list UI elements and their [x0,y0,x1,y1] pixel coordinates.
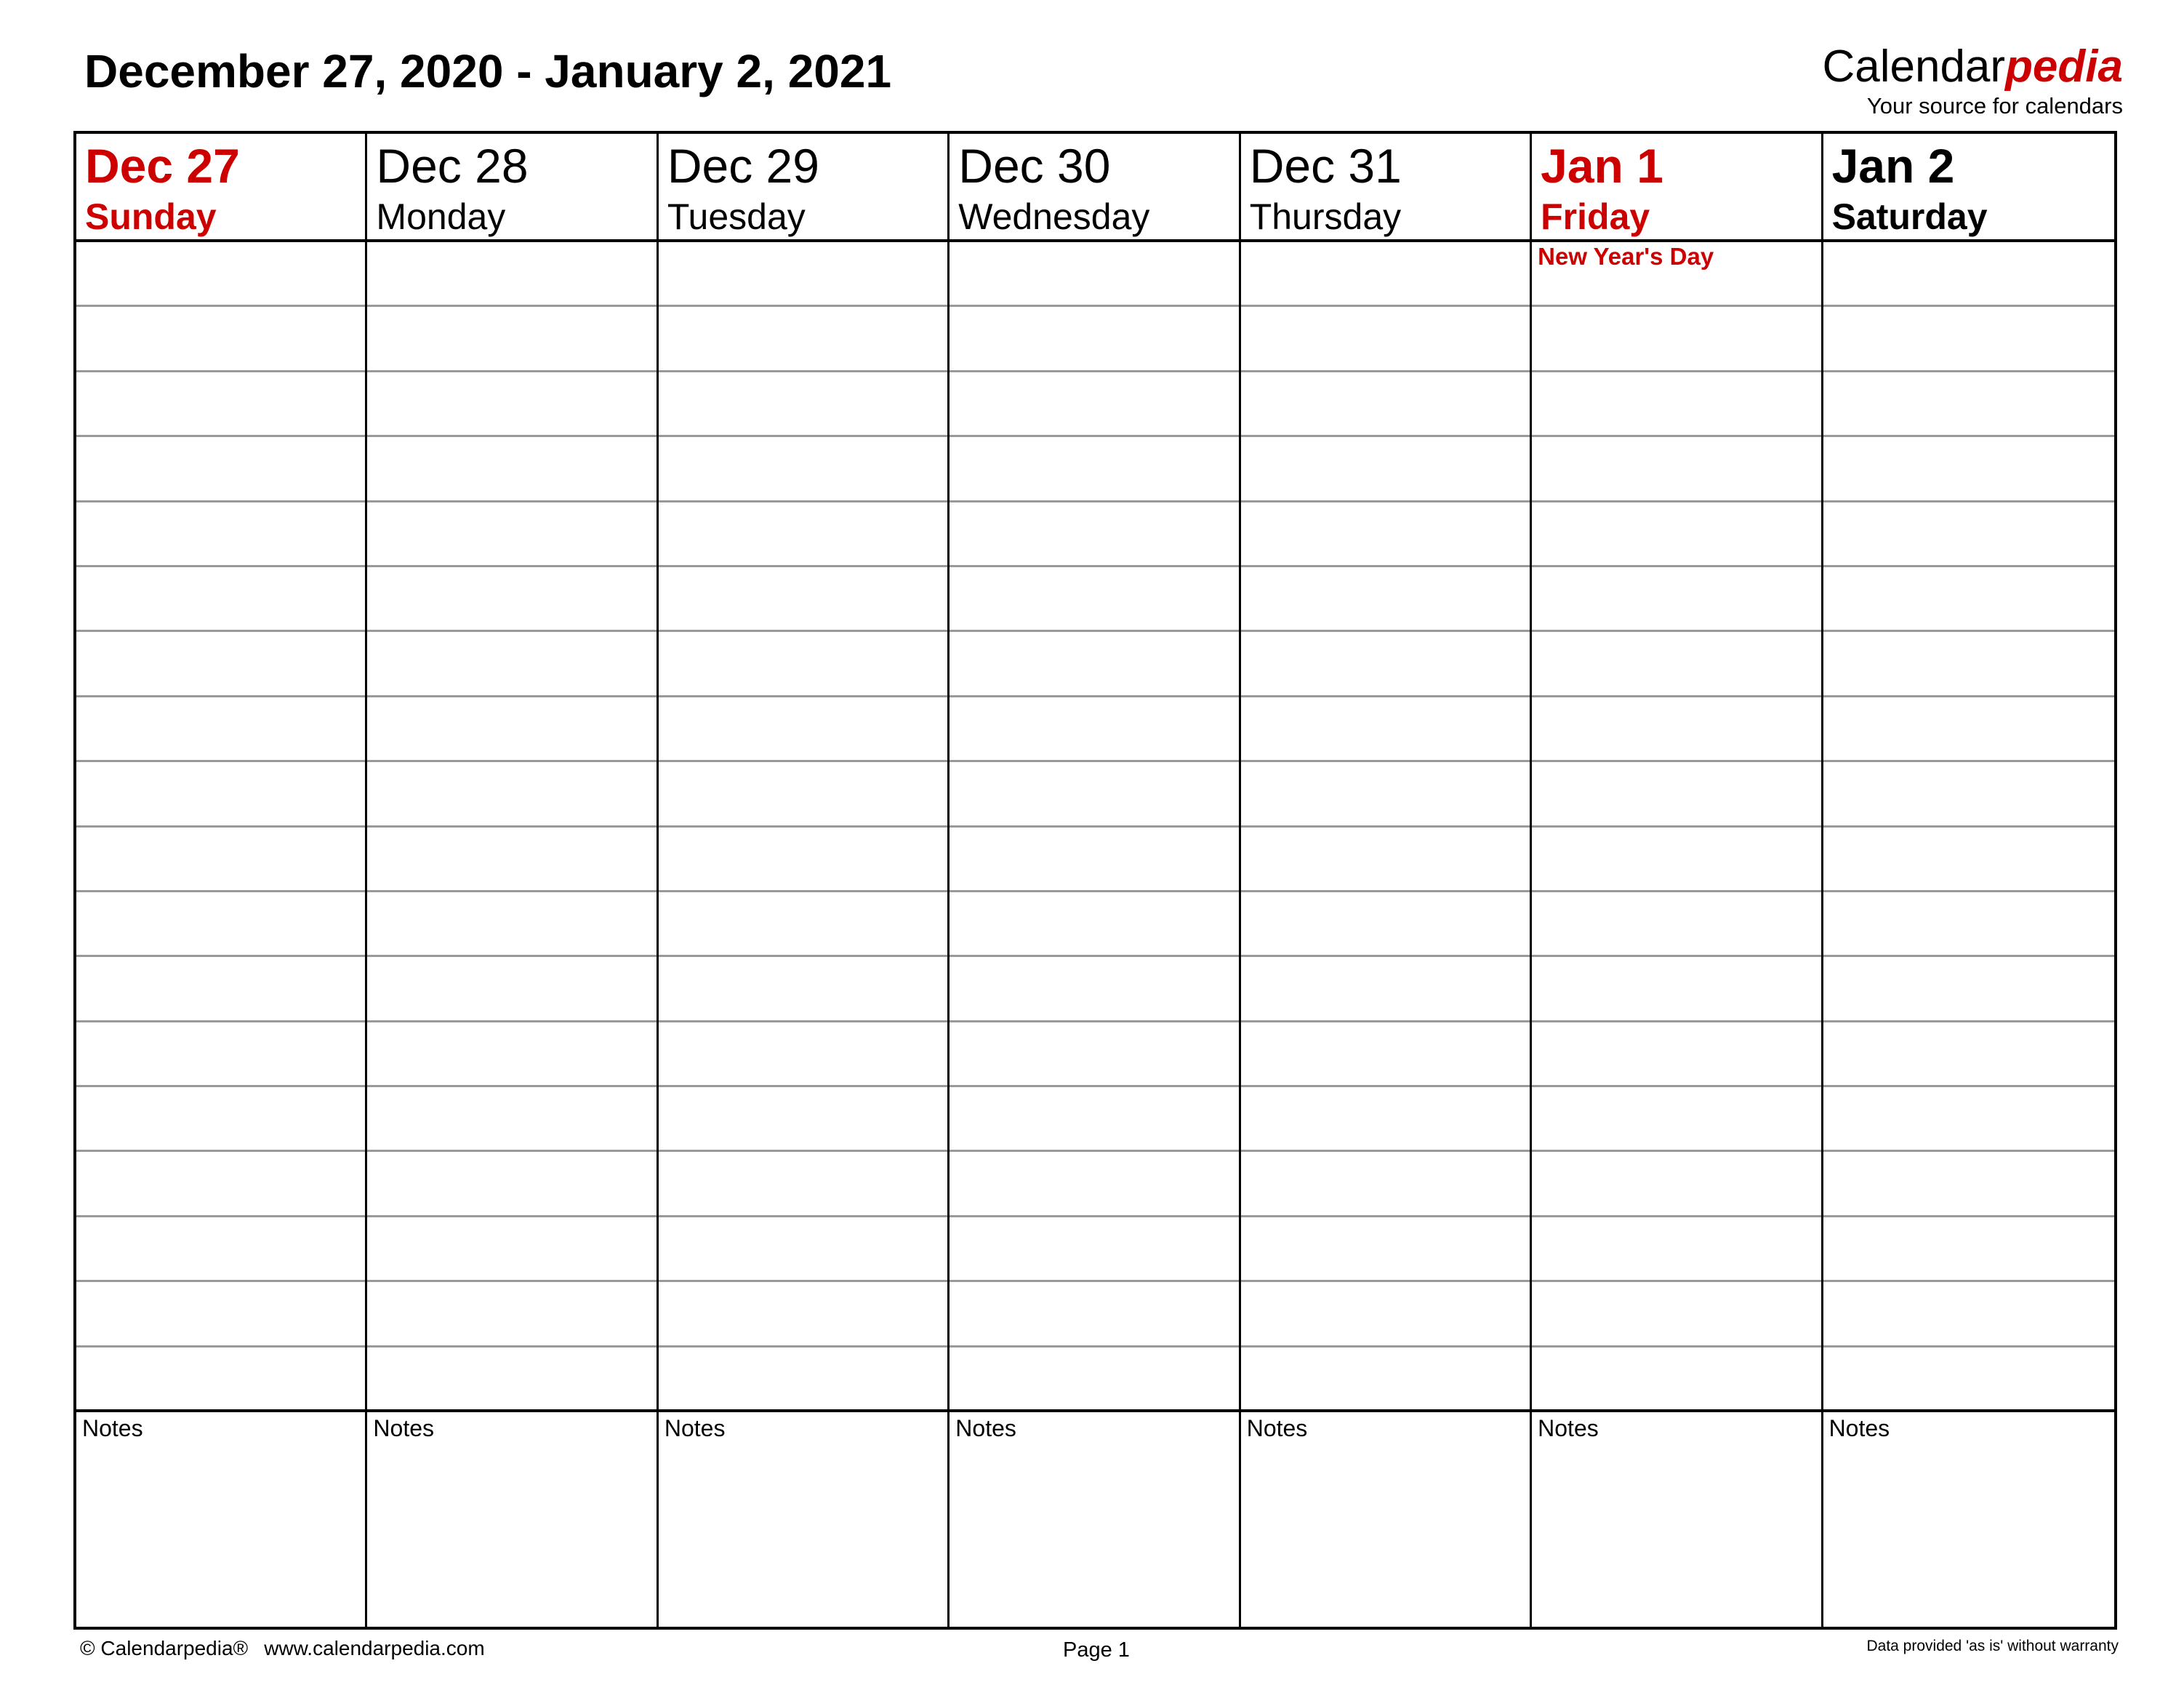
time-slot[interactable] [1532,957,1820,1022]
time-slot[interactable] [367,957,656,1022]
time-slot[interactable] [1241,307,1530,372]
time-slot[interactable] [950,1152,1238,1217]
day-header [367,134,656,242]
time-slot[interactable] [1823,1152,2114,1217]
holiday-label: New Year's Day [1538,243,1714,270]
time-slot[interactable] [367,1217,656,1282]
time-slot[interactable] [950,957,1238,1022]
time-slot[interactable] [1241,242,1530,307]
day-column-wednesday [950,134,1240,1627]
time-slots [76,242,365,1412]
day-weekday: Sunday [85,196,217,237]
brand-tagline: Your source for calendars [1866,93,2123,119]
time-slot[interactable] [1532,242,1820,307]
notes-area[interactable] [367,1412,656,1627]
time-slot[interactable] [659,372,947,437]
time-slot[interactable] [950,1217,1238,1282]
day-date: Jan 1 [1541,139,1663,193]
time-slot[interactable] [76,242,365,307]
day-header [76,134,365,242]
time-slot[interactable] [1532,1087,1820,1152]
time-slot[interactable] [1241,1217,1530,1282]
notes-area[interactable] [1532,1412,1820,1627]
brand-logo-block [1822,41,2123,119]
time-slot[interactable] [367,372,656,437]
time-slot[interactable] [1532,502,1820,567]
footer-credits [80,1635,485,1662]
day-column-tuesday [659,134,950,1627]
notes-label: Notes [1246,1415,1308,1442]
time-slot[interactable] [76,957,365,1022]
time-slot[interactable] [76,892,365,957]
time-slot[interactable] [950,1087,1238,1152]
time-slot[interactable] [76,1347,365,1412]
time-slot[interactable] [1823,892,2114,957]
time-slot[interactable] [367,1347,656,1412]
day-column-thursday [1241,134,1532,1627]
time-slot[interactable] [1532,372,1820,437]
time-slot[interactable] [1823,828,2114,892]
time-slot[interactable] [659,828,947,892]
footer-disclaimer: Data provided 'as is' without warranty [1866,1638,2119,1654]
time-slot[interactable] [1532,307,1820,372]
time-slot[interactable] [1823,1022,2114,1087]
time-slot[interactable] [950,502,1238,567]
time-slot[interactable] [659,1282,947,1347]
time-slots [1532,242,1820,1412]
notes-label: Notes [1538,1415,1599,1442]
time-slot[interactable] [950,632,1238,697]
day-column-monday [367,134,658,1627]
time-slot[interactable] [76,828,365,892]
time-slot[interactable] [367,632,656,697]
time-slot[interactable] [1823,437,2114,502]
time-slot[interactable] [76,1152,365,1217]
brand-name-plain: Calendar [1822,41,2006,92]
time-slot[interactable] [950,828,1238,892]
time-slot[interactable] [1241,697,1530,762]
footer-website-link[interactable]: www.calendarpedia.com [264,1637,485,1659]
time-slot[interactable] [659,1022,947,1087]
time-slot[interactable] [367,567,656,632]
time-slots [950,242,1238,1412]
time-slot[interactable] [950,762,1238,827]
time-slot[interactable] [659,1152,947,1217]
time-slot[interactable] [950,1022,1238,1087]
notes-area[interactable] [1823,1412,2114,1627]
time-slot[interactable] [950,697,1238,762]
week-calendar-grid [73,131,2117,1630]
time-slot[interactable] [76,502,365,567]
day-column-friday [1532,134,1823,1627]
time-slot[interactable] [76,762,365,827]
notes-area[interactable] [659,1412,947,1627]
time-slot[interactable] [659,437,947,502]
time-slot[interactable] [1823,1087,2114,1152]
footer-page-number: Page 1 [1063,1638,1130,1662]
time-slot[interactable] [1241,437,1530,502]
day-date: Dec 31 [1249,139,1402,193]
day-date: Dec 30 [958,139,1111,193]
time-slots [1241,242,1530,1412]
day-weekday: Tuesday [667,196,806,237]
time-slot[interactable] [76,1022,365,1087]
notes-label: Notes [82,1415,143,1442]
notes-area[interactable] [76,1412,365,1627]
time-slot[interactable] [1241,762,1530,827]
day-header [659,134,947,242]
day-date: Dec 28 [376,139,529,193]
notes-label: Notes [955,1415,1016,1442]
time-slot[interactable] [1823,307,2114,372]
time-slots [1823,242,2114,1412]
day-weekday: Monday [376,196,506,237]
time-slot[interactable] [76,697,365,762]
day-column-sunday [76,134,367,1627]
time-slot[interactable] [1823,1282,2114,1347]
time-slot[interactable] [1532,1152,1820,1217]
day-weekday: Saturday [1831,196,1988,237]
time-slots [367,242,656,1412]
time-slot[interactable] [1532,1022,1820,1087]
time-slot[interactable] [950,1282,1238,1347]
time-slot[interactable] [659,697,947,762]
time-slot[interactable] [367,697,656,762]
time-slot[interactable] [659,1217,947,1282]
time-slot[interactable] [1241,372,1530,437]
time-slot[interactable] [659,632,947,697]
time-slot[interactable] [950,242,1238,307]
notes-label: Notes [664,1415,726,1442]
time-slot[interactable] [950,892,1238,957]
time-slot[interactable] [950,567,1238,632]
time-slot[interactable] [1823,242,2114,307]
time-slot[interactable] [1823,502,2114,567]
day-header [1241,134,1530,242]
day-weekday: Friday [1541,196,1650,237]
time-slot[interactable] [1532,697,1820,762]
day-column-saturday [1823,134,2114,1627]
time-slot[interactable] [1241,1347,1530,1412]
time-slot[interactable] [1823,372,2114,437]
time-slot[interactable] [1241,1022,1530,1087]
notes-area[interactable] [950,1412,1238,1627]
time-slot[interactable] [1823,697,2114,762]
time-slot[interactable] [1532,762,1820,827]
time-slot[interactable] [1241,1087,1530,1152]
time-slot[interactable] [1532,828,1820,892]
time-slot[interactable] [367,242,656,307]
page-title: December 27, 2020 - January 2, 2021 [84,45,892,97]
time-slot[interactable] [76,1282,365,1347]
time-slot[interactable] [367,1022,656,1087]
time-slot[interactable] [367,892,656,957]
brand-name-accent: pedia [2005,41,2123,92]
time-slot[interactable] [76,1087,365,1152]
time-slot[interactable] [950,437,1238,502]
time-slot[interactable] [76,372,365,437]
time-slot[interactable] [1823,1347,2114,1412]
time-slot[interactable] [1241,957,1530,1022]
day-date: Jan 2 [1831,139,1955,193]
time-slot[interactable] [1823,762,2114,827]
time-slot[interactable] [367,1282,656,1347]
notes-area[interactable] [1241,1412,1530,1627]
time-slot[interactable] [76,437,365,502]
time-slot[interactable] [950,1347,1238,1412]
day-header [1532,134,1820,242]
time-slot[interactable] [367,307,656,372]
time-slot[interactable] [76,1217,365,1282]
time-slot[interactable] [950,372,1238,437]
time-slot[interactable] [950,307,1238,372]
time-slot[interactable] [659,307,947,372]
time-slot[interactable] [1532,437,1820,502]
time-slot[interactable] [659,762,947,827]
time-slot[interactable] [1823,567,2114,632]
time-slot[interactable] [367,502,656,567]
time-slot[interactable] [1241,892,1530,957]
time-slot[interactable] [367,828,656,892]
brand-logo [1822,41,2123,93]
time-slot[interactable] [367,1152,656,1217]
time-slots [659,242,947,1412]
time-slot[interactable] [659,502,947,567]
time-slot[interactable] [1823,632,2114,697]
time-slot[interactable] [1241,828,1530,892]
footer-copyright: © Calendarpedia® [80,1637,249,1659]
day-date: Dec 27 [85,139,240,193]
time-slot[interactable] [1532,892,1820,957]
time-slot[interactable] [659,567,947,632]
time-slot[interactable] [367,437,656,502]
time-slot[interactable] [659,892,947,957]
time-slot[interactable] [659,242,947,307]
time-slot[interactable] [1532,1217,1820,1282]
time-slot[interactable] [76,632,365,697]
time-slot[interactable] [1241,567,1530,632]
day-weekday: Thursday [1249,196,1402,237]
time-slot[interactable] [1241,1152,1530,1217]
time-slot[interactable] [659,1347,947,1412]
time-slot[interactable] [659,957,947,1022]
time-slot[interactable] [1241,632,1530,697]
time-slot[interactable] [1532,1347,1820,1412]
time-slot[interactable] [1823,1217,2114,1282]
time-slot[interactable] [1823,957,2114,1022]
notes-label: Notes [1828,1415,1890,1442]
day-header [950,134,1238,242]
time-slot[interactable] [1532,1282,1820,1347]
time-slot[interactable] [659,1087,947,1152]
time-slot[interactable] [367,1087,656,1152]
time-slot[interactable] [1532,632,1820,697]
day-weekday: Wednesday [958,196,1150,237]
notes-label: Notes [373,1415,435,1442]
time-slot[interactable] [76,307,365,372]
day-date: Dec 29 [667,139,819,193]
time-slot[interactable] [367,762,656,827]
time-slot[interactable] [1241,1282,1530,1347]
time-slot[interactable] [1241,502,1530,567]
time-slot[interactable] [1532,567,1820,632]
day-header [1823,134,2114,242]
time-slot[interactable] [76,567,365,632]
